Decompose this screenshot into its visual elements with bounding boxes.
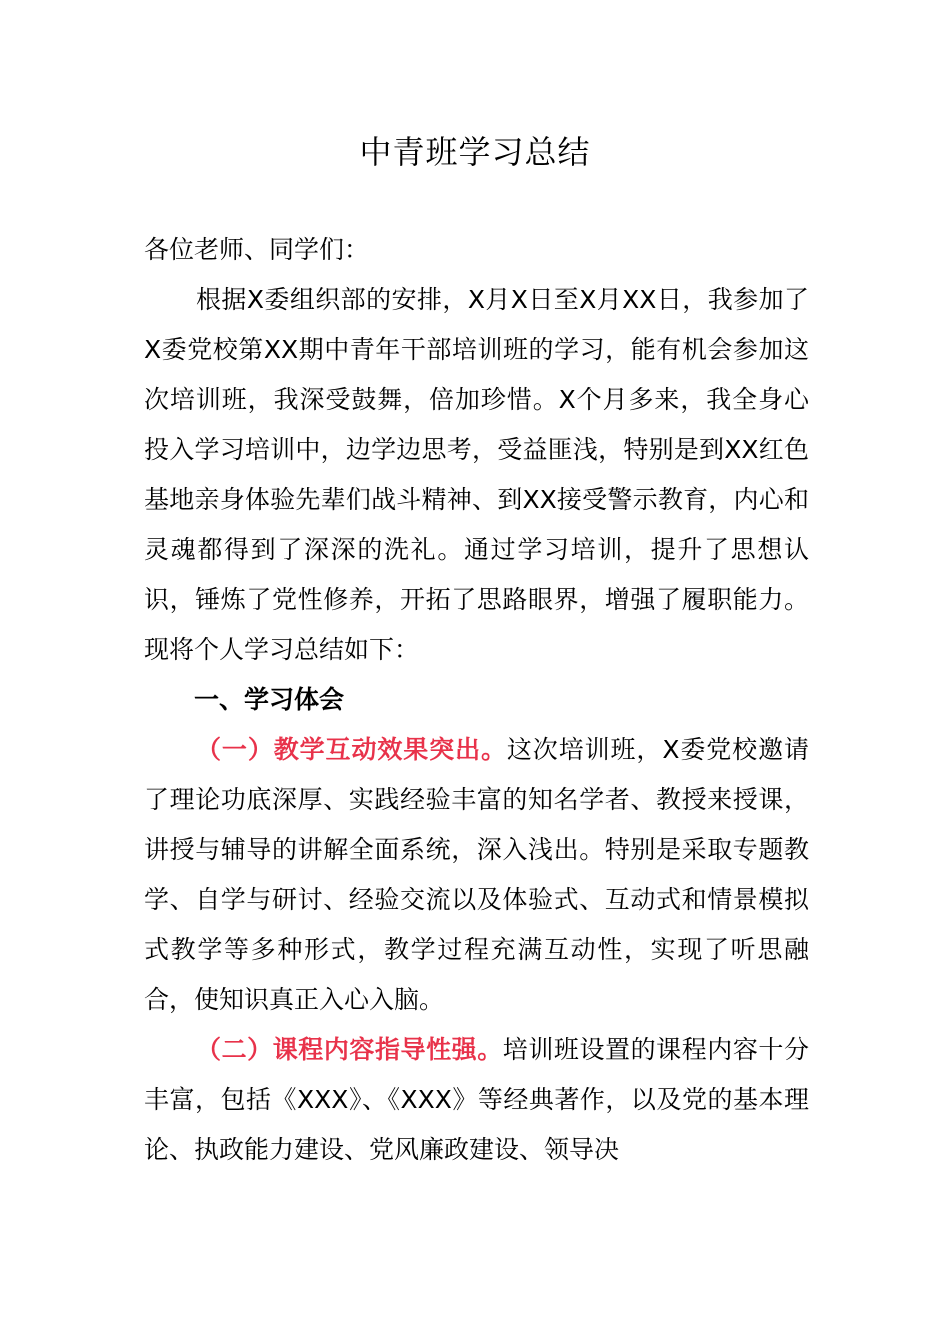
paragraph-item-1-text: 这次培训班，X委党校邀请了理论功底深厚、实践经验丰富的知名学者、教授来授课，讲授与辅导的讲解全面系统，深入浅出。特别是采取专题教学、自学与研讨、经验交流以及体验式、互动式和情景模拟式教学等多种形式，教学过程充满互动性，实现了听思融合，使知识真正入心入脑。 (144, 735, 809, 1014)
salutation: 各位老师、同学们： (144, 235, 370, 264)
document-title: 中青班学习总结 (359, 133, 591, 171)
sub-heading-2: （二）课程内容指导性强。 (196, 1035, 503, 1064)
paragraph-item-2 (144, 1025, 809, 1175)
paragraph-item-2-text: 培训班设置的课程内容十分丰富，包括《XXX》、《XXX》等经典著作，以及党的基本理论、执政能力建设、党风廉政建设、领导决 (144, 1035, 809, 1164)
sub-heading-1: （一）教学互动效果突出。 (196, 735, 507, 764)
document-body (144, 225, 809, 1175)
paragraph-item-1 (144, 725, 809, 1025)
intro-paragraph: 根据X委组织部的安排，X月X日至X月XX日，我参加了X委党校第XX期中青年干部培训班的学习，能有机会参加这次培训班，我深受鼓舞，倍加珍惜。X个月多来，我全身心投入学习培训中，边学边思考，受益匪浅，特别是到XX红色基地亲身体验先辈们战斗精神、到XX接受警示教育，内心和灵魂都得到了深深的洗礼。通过学习培训，提升了思想认识，锤炼了党性修养，开拓了思路眼界，增强了履职能力。现将个人学习总结如下： (144, 285, 809, 664)
section-heading: 一、学习体会 (194, 685, 345, 714)
